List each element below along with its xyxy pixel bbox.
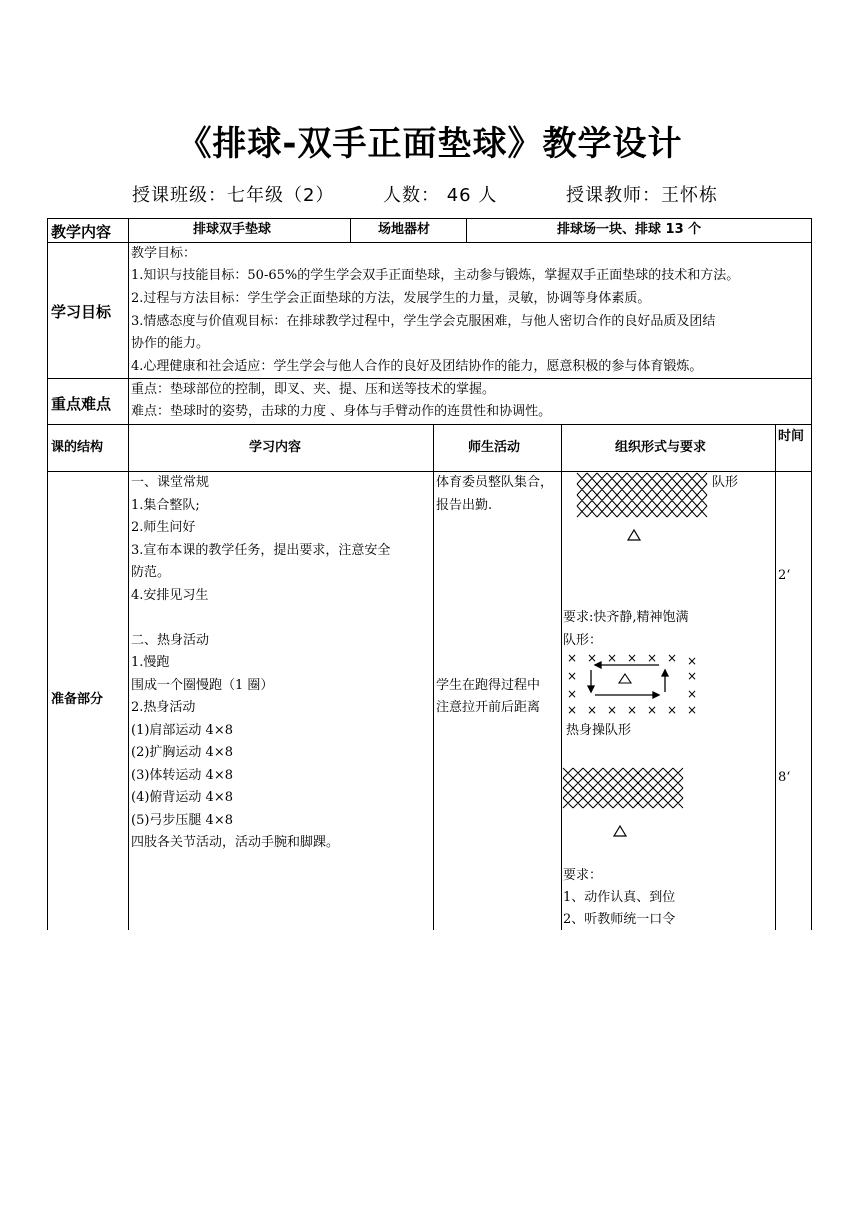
svg-text:×: × — [687, 687, 698, 701]
header-activity: 师生活动 — [468, 440, 521, 455]
content-line: (3)体转运动 4×8 — [131, 768, 233, 783]
svg-text:×: × — [687, 654, 698, 668]
svg-text:×: × — [627, 703, 638, 717]
time-value: 2‘ — [778, 568, 791, 583]
content-line: 四肢各关节活动，活动手腕和脚踝。 — [131, 835, 340, 850]
svg-text:×: × — [647, 651, 658, 665]
svg-text:×: × — [687, 669, 698, 683]
class-info: 授课班级：七年级（2） — [132, 185, 335, 206]
svg-text:×: × — [567, 687, 578, 701]
svg-text:×: × — [667, 703, 678, 717]
activity-line: 注意拉开前后距离 — [436, 700, 541, 715]
header-organization: 组织形式与要求 — [615, 440, 707, 455]
svg-text:×: × — [587, 703, 598, 717]
svg-text:×: × — [667, 651, 678, 665]
student-count: 人数： 46 人 — [383, 185, 498, 206]
objective-line: 4.心理健康和社会适应：学生学会与他人合作的良好及团结协作的能力，愿意积极的参与体育锻炼。 — [131, 359, 703, 374]
objective-line: 2.过程与方法目标：学生学会正面垫球的方法，发展学生的力量，灵敏，协调等身体素质。 — [131, 291, 651, 306]
content-line: 2.师生问好 — [131, 520, 196, 535]
content-line: 防范。 — [131, 565, 171, 580]
content-line: 3.宣布本课的教学任务，提出要求，注意安全 — [131, 543, 391, 558]
formation-label: 队形 — [712, 475, 739, 490]
objective-line: 3.情感态度与价值观目标：在排球教学过程中，学生学会克服困难，与他人密切合作的良好品质及团结 — [131, 314, 716, 329]
document-title: 《排球-双手正面垫球》教学设计 — [177, 124, 683, 164]
keypoint-line: 重点：垫球部位的控制，即叉、夹、提、压和送等技术的掌握。 — [131, 382, 496, 397]
equipment-value: 排球场一块、排球 13 个 — [557, 222, 702, 237]
objective-line: 协作的能力。 — [131, 336, 210, 351]
teaching-content-value: 排球双手垫球 — [193, 222, 272, 237]
requirement-line: 要求： — [563, 868, 603, 883]
content-line: (4)俯背运动 4×8 — [131, 790, 233, 805]
activity-line: 体育委员整队集合， — [436, 475, 554, 490]
header-structure: 课的结构 — [51, 440, 104, 455]
svg-text:×: × — [647, 703, 658, 717]
formation-lines-diagram — [577, 473, 707, 517]
svg-text:×: × — [567, 669, 578, 683]
objective-line: 教学目标： — [131, 246, 197, 261]
content-line: 1.集合整队; — [131, 498, 200, 513]
objective-line: 1.知识与技能目标：50-65%的学生学会双手正面垫球，主动参与锻炼，掌握双手正面垫球的技术和方法。 — [131, 268, 740, 283]
content-line: (1)肩部运动 4×8 — [131, 723, 233, 738]
svg-text:×: × — [607, 651, 618, 665]
content-line: 2.热身活动 — [131, 700, 196, 715]
keypoint-line: 难点：垫球时的姿势，击球的力度 、身体与手臂动作的连贯性和协调性。 — [131, 404, 552, 419]
formation-label: 热身操队形 — [566, 723, 632, 738]
header-content: 学习内容 — [249, 440, 302, 455]
activity-line: 报告出勤. — [436, 498, 493, 513]
requirement-line: 1、动作认真、到位 — [563, 890, 676, 905]
content-line: (5)弓步压腿 4×8 — [131, 813, 233, 828]
content-line: (2)扩胸运动 4×8 — [131, 745, 233, 760]
keypoints-label: 重点难点 — [51, 395, 112, 413]
svg-text:×: × — [567, 651, 578, 665]
header-time: 时间 — [778, 429, 805, 444]
teaching-content-label: 教学内容 — [51, 223, 112, 241]
content-line: 1.慢跑 — [131, 655, 170, 670]
content-line: 4.安排见习生 — [131, 588, 209, 603]
running-formation-diagram — [563, 652, 703, 716]
objectives-label: 学习目标 — [51, 303, 112, 321]
teacher-info: 授课教师：王怀栋 — [566, 185, 718, 206]
activity-line: 学生在跑得过程中 — [436, 678, 541, 693]
requirement-text: 要求:快齐静,精神饱满 — [563, 610, 689, 625]
teacher-triangle-icon — [613, 825, 627, 837]
prep-label: 准备部分 — [51, 692, 104, 707]
svg-text:×: × — [627, 651, 638, 665]
svg-text:×: × — [687, 703, 698, 717]
content-line: 一、课堂常规 — [131, 475, 210, 490]
requirement-line: 2、听教师统一口令 — [563, 912, 676, 927]
content-line: 围成一个圈慢跑（1 圈） — [131, 678, 274, 693]
warmup-formation-diagram — [563, 768, 685, 810]
formation-label: 队形： — [563, 633, 603, 648]
content-line: 二、热身活动 — [131, 633, 210, 648]
svg-text:×: × — [607, 703, 618, 717]
time-value: 8‘ — [778, 770, 791, 785]
equipment-label: 场地器材 — [378, 222, 431, 237]
svg-text:×: × — [567, 703, 578, 717]
svg-text:×: × — [587, 651, 598, 665]
teacher-triangle-icon — [627, 529, 641, 541]
